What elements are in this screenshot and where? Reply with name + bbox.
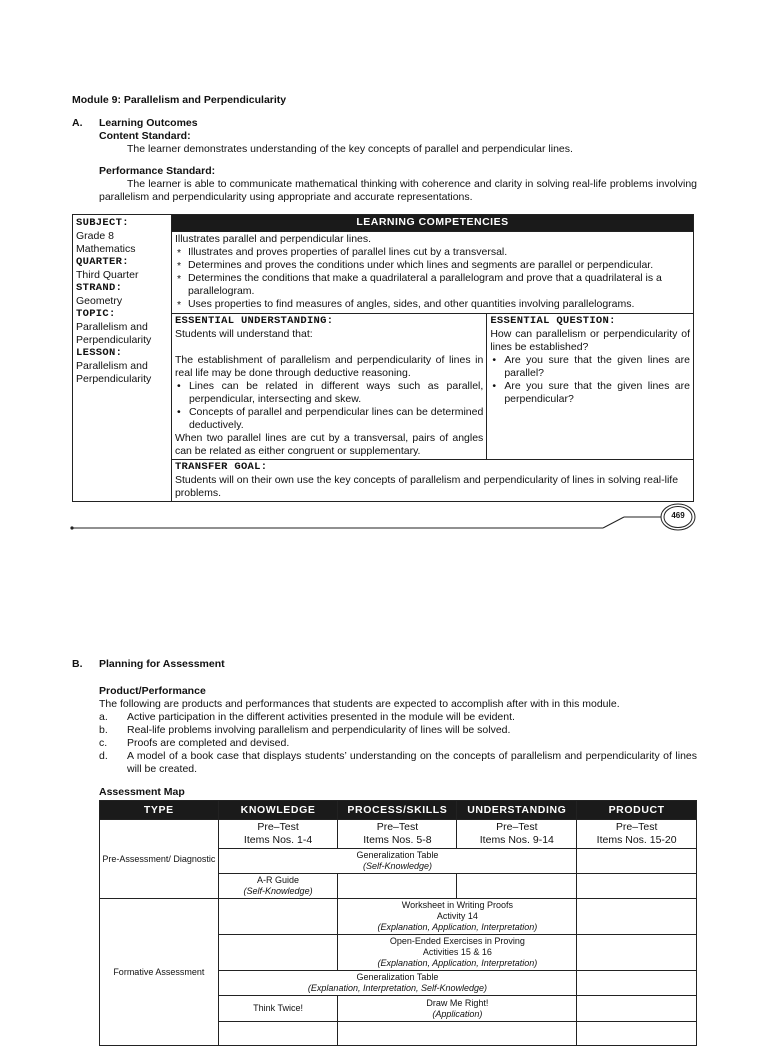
subject-label: SUBJECT: [76, 217, 129, 229]
section-a-title: Learning Outcomes [99, 117, 198, 129]
empty-cell [218, 899, 338, 935]
competency-item: * Determines the conditions that make a quadrilateral a parallelogram and prove that a quadrilateral is a parallelogram. [175, 272, 690, 298]
competency-item: * Determines and proves the conditions under which lines and segments are parallel or perpendicular. [175, 259, 690, 272]
product-list [99, 711, 697, 776]
essential-understanding-cell [171, 314, 486, 460]
competencies-cell [171, 232, 693, 314]
empty-cell [338, 874, 457, 899]
draw-me-right-cell: Draw Me Right! (Application) [338, 996, 577, 1022]
section-b-title: Planning for Assessment [99, 658, 225, 670]
product-intro: The following are products and performances that students are expected to accomplish after with in this module. [99, 698, 620, 710]
pretest-understanding: Pre–Test Items Nos. 9-14 [457, 820, 577, 849]
ar-guide-cell: A-R Guide (Self-Knowledge) [218, 874, 338, 899]
empty-cell [457, 874, 577, 899]
transfer-goal-cell [171, 460, 693, 502]
header-understanding: UNDERSTANDING [457, 801, 577, 820]
empty-cell [577, 1022, 697, 1046]
empty-cell [577, 971, 697, 996]
eq-bullet: • Are you sure that the given lines are parallel? [490, 354, 690, 380]
strand-label: STRAND: [76, 282, 123, 294]
product-item: d. A model of a book case that displays students’ understanding on the concepts of parallelism and perpendicularity of lines will be created. [99, 750, 697, 775]
topic-value: Parallelism and Perpendicularity [76, 321, 152, 346]
competency-table [72, 214, 694, 502]
pre-assessment-type: Pre-Assessment/ Diagnostic [100, 820, 219, 899]
product-item: b. Real-life problems involving parallelism and perpendicularity of lines will be solved. [99, 724, 511, 736]
empty-cell [577, 996, 697, 1022]
pretest-product: Pre–Test Items Nos. 15-20 [577, 820, 697, 849]
content-standard-label: Content Standard: [99, 130, 191, 142]
eq-text: How can parallelism or perpendicularity of lines be established? [490, 328, 690, 353]
generalization-table-2-cell: Generalization Table (Explanation, Interpretation, Self-Knowledge) [218, 971, 577, 996]
think-twice-cell: Think Twice! [218, 996, 338, 1022]
header-knowledge: KNOWLEDGE [218, 801, 338, 820]
header-process-skills: PROCESS/SKILLS [338, 801, 457, 820]
eu-text: The establishment of parallelism and perpendicularity of lines in real life may be done through deductive reasoning. [174, 354, 484, 379]
pretest-knowledge: Pre–Test Items Nos. 1-4 [218, 820, 338, 849]
tg-header: TRANSFER GOAL: [174, 461, 268, 473]
module-title: Module 9: Parallelism and Perpendicularity [72, 94, 287, 106]
generalization-table-cell: Generalization Table (Self-Knowledge) [218, 849, 577, 874]
competency-item: * Uses properties to find measures of angles, sides, and other quantities involving parallelograms. [175, 298, 690, 311]
eu-bullet: • Lines can be related in different ways such as parallel, perpendicular, intersecting and skew. [175, 380, 483, 406]
performance-standard-text: The learner is able to communicate mathematical thinking with coherence and clarity in solving real-life problems involving parallelism and perpendicularity using appropriate and accurate representations. [99, 178, 697, 203]
header-type: TYPE [100, 801, 219, 820]
competencies-header: LEARNING COMPETENCIES [171, 215, 693, 232]
lesson-value: Parallelism and Perpendicularity [76, 360, 152, 385]
empty-cell [338, 1022, 577, 1046]
competencies-intro: Illustrates parallel and perpendicular lines. [174, 233, 372, 245]
competency-item: * Illustrates and proves properties of parallel lines cut by a transversal. [175, 246, 690, 259]
empty-cell [577, 899, 697, 935]
header-product: PRODUCT [577, 801, 697, 820]
empty-cell [577, 935, 697, 971]
topic-label: TOPIC: [76, 308, 116, 320]
essential-question-cell [487, 314, 694, 460]
strand-value: Geometry [76, 295, 123, 307]
content-standard-text: The learner demonstrates understanding of the key concepts of parallel and perpendicular lines. [127, 143, 573, 155]
empty-cell [577, 849, 697, 874]
quarter-label: QUARTER: [76, 256, 129, 268]
assessment-map-label: Assessment Map [99, 786, 185, 798]
assessment-map-table [99, 800, 697, 1046]
lesson-label: LESSON: [76, 347, 123, 359]
section-a-letter: A. [72, 117, 83, 129]
eu-bullet: • Concepts of parallel and perpendicular lines can be determined deductively. [175, 406, 483, 432]
section-b-letter: B. [72, 658, 83, 670]
eq-header: ESSENTIAL QUESTION: [490, 315, 616, 327]
product-performance-label: Product/Performance [99, 685, 206, 697]
eu-header: ESSENTIAL UNDERSTANDING: [174, 315, 334, 327]
page-footer-rule [68, 500, 708, 540]
performance-standard-label: Performance Standard: [99, 165, 216, 177]
empty-cell [577, 874, 697, 899]
open-ended-exercises-cell: Open-Ended Exercises in Proving Activities 15 & 16 (Explanation, Application, Interpretation) [338, 935, 577, 971]
product-item: a. Active participation in the different activities presented in the module will be evident. [99, 711, 515, 723]
pretest-process: Pre–Test Items Nos. 5-8 [338, 820, 457, 849]
empty-cell [218, 1022, 338, 1046]
page-number: 469 [671, 511, 685, 520]
subject-value: Grade 8 Mathematics [76, 230, 136, 255]
eu-closing: When two parallel lines are cut by a transversal, pairs of angles can be related as either congruent or supplementary. [174, 432, 484, 457]
empty-cell [218, 935, 338, 971]
product-item: c. Proofs are completed and devised. [99, 737, 290, 749]
eq-bullet: • Are you sure that the given lines are perpendicular? [490, 380, 690, 406]
eu-intro: Students will understand that: [174, 328, 313, 340]
worksheet-proofs-cell: Worksheet in Writing Proofs Activity 14 (Explanation, Application, Interpretation) [338, 899, 577, 935]
tg-text: Students will on their own use the key concepts of parallelism and perpendicularity of lines in solving real-life problems. [174, 474, 679, 499]
formative-assessment-type: Formative Assessment [100, 899, 219, 1046]
subject-sidebar [73, 215, 172, 502]
quarter-value: Third Quarter [76, 269, 139, 281]
